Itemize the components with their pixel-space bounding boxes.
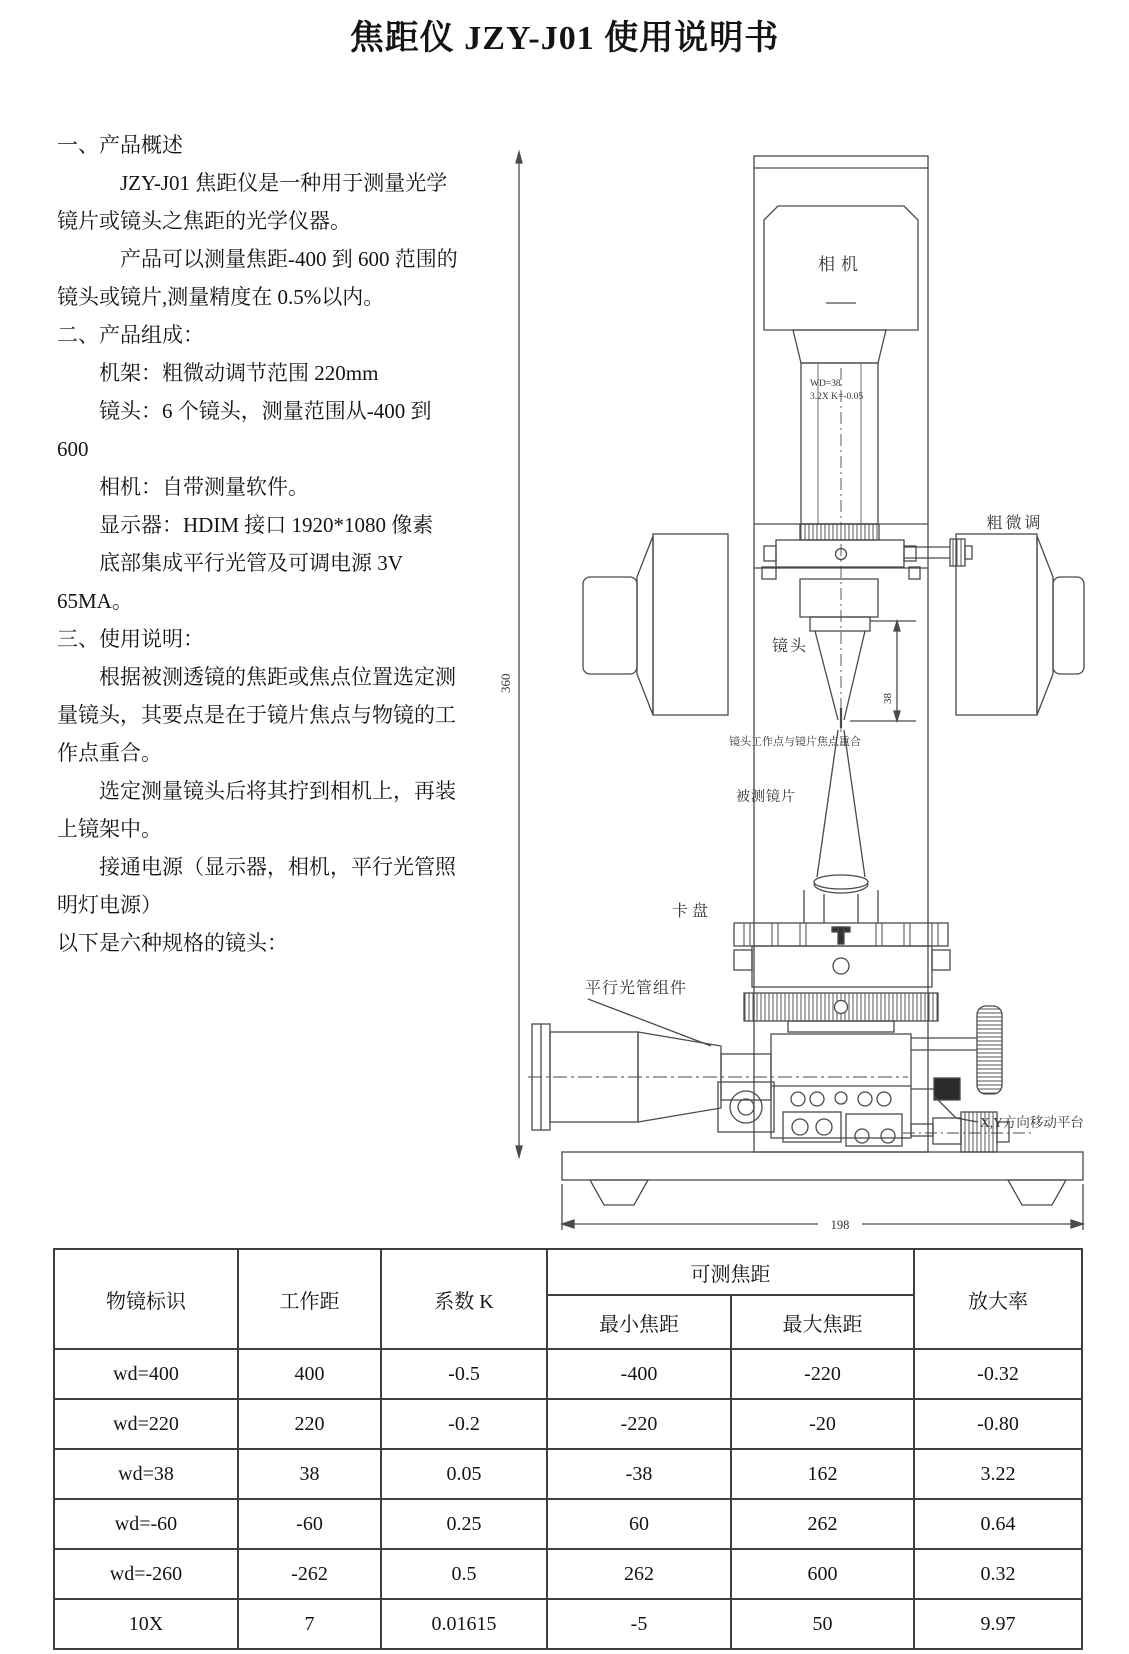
cell-min-focal: 262 xyxy=(547,1549,731,1599)
table-row xyxy=(54,1449,1082,1499)
section3-paragraph: 选定测量镜头后将其拧到相机上，再装上镜架中。 xyxy=(57,779,456,841)
camera-body xyxy=(764,206,918,363)
col-header-measurable-focal: 可测焦距 xyxy=(547,1249,914,1295)
section2-item: 机架：粗微动调节范围 220mm xyxy=(99,361,379,385)
cell-min-focal: -38 xyxy=(547,1449,731,1499)
cell-magnification: 0.32 xyxy=(914,1549,1082,1599)
dim-360-label: 360 xyxy=(498,673,513,693)
coarse-fine-label: 粗微调 xyxy=(986,515,1044,532)
cell-objective-id: wd=38 xyxy=(54,1449,238,1499)
lens-tube xyxy=(801,363,878,746)
body-text-column xyxy=(57,126,467,962)
table-row xyxy=(54,1349,1082,1399)
cell-working-distance: -262 xyxy=(238,1549,381,1599)
cell-min-focal: -5 xyxy=(547,1599,731,1649)
focus-carriage xyxy=(762,524,972,579)
page-title: 焦距仪 JZY-J01 使用说明书 xyxy=(349,20,780,57)
section1-paragraph: JZY-J01 焦距仪是一种用于测量光学镜片或镜头之焦距的光学仪器。 xyxy=(57,171,448,233)
table-row xyxy=(54,1599,1082,1649)
table-lead-in: 以下是六种规格的镜头： xyxy=(57,931,288,955)
cell-max-focal: -220 xyxy=(731,1349,914,1399)
work-point-label: 镜头工作点与镜片焦点重合 xyxy=(729,736,861,748)
cell-min-focal: -220 xyxy=(547,1399,731,1449)
cell-working-distance: -60 xyxy=(238,1499,381,1549)
section2-heading: 二、产品组成： xyxy=(57,323,204,347)
table-row xyxy=(54,1499,1082,1549)
cell-max-focal: 162 xyxy=(731,1449,914,1499)
cell-objective-id: wd=220 xyxy=(54,1399,238,1449)
cell-objective-id: 10X xyxy=(54,1599,238,1649)
section2-item: 底部集成平行光管及可调电源 3V 65MA。 xyxy=(57,551,403,613)
lens-spec-table xyxy=(53,1248,1083,1650)
cell-objective-id: wd=400 xyxy=(54,1349,238,1399)
cell-coefficient-k: -0.2 xyxy=(381,1399,547,1449)
cell-objective-id: wd=-260 xyxy=(54,1549,238,1599)
section3-heading: 三、使用说明： xyxy=(57,627,204,651)
cell-min-focal: -400 xyxy=(547,1349,731,1399)
section3-paragraph: 接通电源（显示器，相机，平行光管照明灯电源） xyxy=(57,855,456,917)
cell-coefficient-k: 0.01615 xyxy=(381,1599,547,1649)
cell-magnification: -0.80 xyxy=(914,1399,1082,1449)
cell-working-distance: 400 xyxy=(238,1349,381,1399)
xy-platform-label: X,Y方向移动平台 xyxy=(980,1115,1084,1130)
chuck-assembly[interactable] xyxy=(734,923,950,1032)
cell-working-distance: 220 xyxy=(238,1399,381,1449)
col-header-magnification: 放大率 xyxy=(914,1249,1082,1349)
table-row xyxy=(54,1399,1082,1449)
collimator-tube xyxy=(528,1024,908,1132)
lens-spec-label: 3.2X K=-0.05 xyxy=(810,392,864,402)
table-row xyxy=(54,1549,1082,1599)
camera-label: 相机 xyxy=(818,255,864,274)
dim-38-label: 38 xyxy=(882,693,894,704)
cell-working-distance: 7 xyxy=(238,1599,381,1649)
focal-point xyxy=(817,708,865,877)
cell-coefficient-k: 0.5 xyxy=(381,1549,547,1599)
cell-magnification: 3.22 xyxy=(914,1449,1082,1499)
instrument-diagram xyxy=(488,148,1100,1240)
dim-198-label: 198 xyxy=(830,1218,850,1232)
col-header-objective-id: 物镜标识 xyxy=(54,1249,238,1349)
lens-wd-label: WD=38 xyxy=(810,379,841,389)
section2-item: 相机：自带测量软件。 xyxy=(99,475,309,499)
dimension-38-line xyxy=(850,621,916,721)
section1-paragraph: 产品可以测量焦距-400 到 600 范围的镜头或镜片,测量精度在 0.5%以内。 xyxy=(57,247,458,309)
cell-working-distance: 38 xyxy=(238,1449,381,1499)
coarse-fine-knob-right[interactable] xyxy=(956,534,1084,715)
dimension-198-line xyxy=(562,1184,1083,1230)
collimator-leader-line xyxy=(588,999,711,1046)
cell-max-focal: 50 xyxy=(731,1599,914,1649)
test-lens-holder xyxy=(804,875,878,923)
section3-paragraph: 根据被测透镜的焦距或焦点位置选定测量镜头，其要点是在于镜片焦点与物镜的工作点重合。 xyxy=(57,665,456,765)
section2-item: 显示器：HDIM 接口 1920*1080 像素 xyxy=(99,513,434,537)
collimator-label: 平行光管组件 xyxy=(584,980,688,997)
col-header-min-focal: 最小焦距 xyxy=(547,1295,731,1349)
lens-label: 镜头 xyxy=(771,638,809,655)
cell-max-focal: -20 xyxy=(731,1399,914,1449)
base-plate xyxy=(562,1152,1083,1205)
dimension-360-line xyxy=(516,152,522,1157)
cell-magnification: -0.32 xyxy=(914,1349,1082,1399)
col-header-max-focal: 最大焦距 xyxy=(731,1295,914,1349)
test-lens-label: 被测镜片 xyxy=(736,790,796,805)
cell-min-focal: 60 xyxy=(547,1499,731,1549)
chuck-label: 卡盘 xyxy=(671,903,713,920)
cell-magnification: 0.64 xyxy=(914,1499,1082,1549)
section1-heading: 一、产品概述 xyxy=(57,133,183,157)
section2-item: 镜头：6 个镜头，测量范围从-400 到 600 xyxy=(57,399,432,461)
cell-magnification: 9.97 xyxy=(914,1599,1082,1649)
cell-coefficient-k: -0.5 xyxy=(381,1349,547,1399)
cell-max-focal: 600 xyxy=(731,1549,914,1599)
cell-coefficient-k: 0.25 xyxy=(381,1499,547,1549)
col-header-coefficient-k: 系数 K xyxy=(381,1249,547,1349)
cell-objective-id: wd=-60 xyxy=(54,1499,238,1549)
col-header-working-distance: 工作距 xyxy=(238,1249,381,1349)
cell-coefficient-k: 0.05 xyxy=(381,1449,547,1499)
coarse-fine-knob-left[interactable] xyxy=(583,534,728,715)
objective-lens xyxy=(800,579,878,720)
cell-max-focal: 262 xyxy=(731,1499,914,1549)
xy-platform[interactable] xyxy=(771,1006,1033,1152)
